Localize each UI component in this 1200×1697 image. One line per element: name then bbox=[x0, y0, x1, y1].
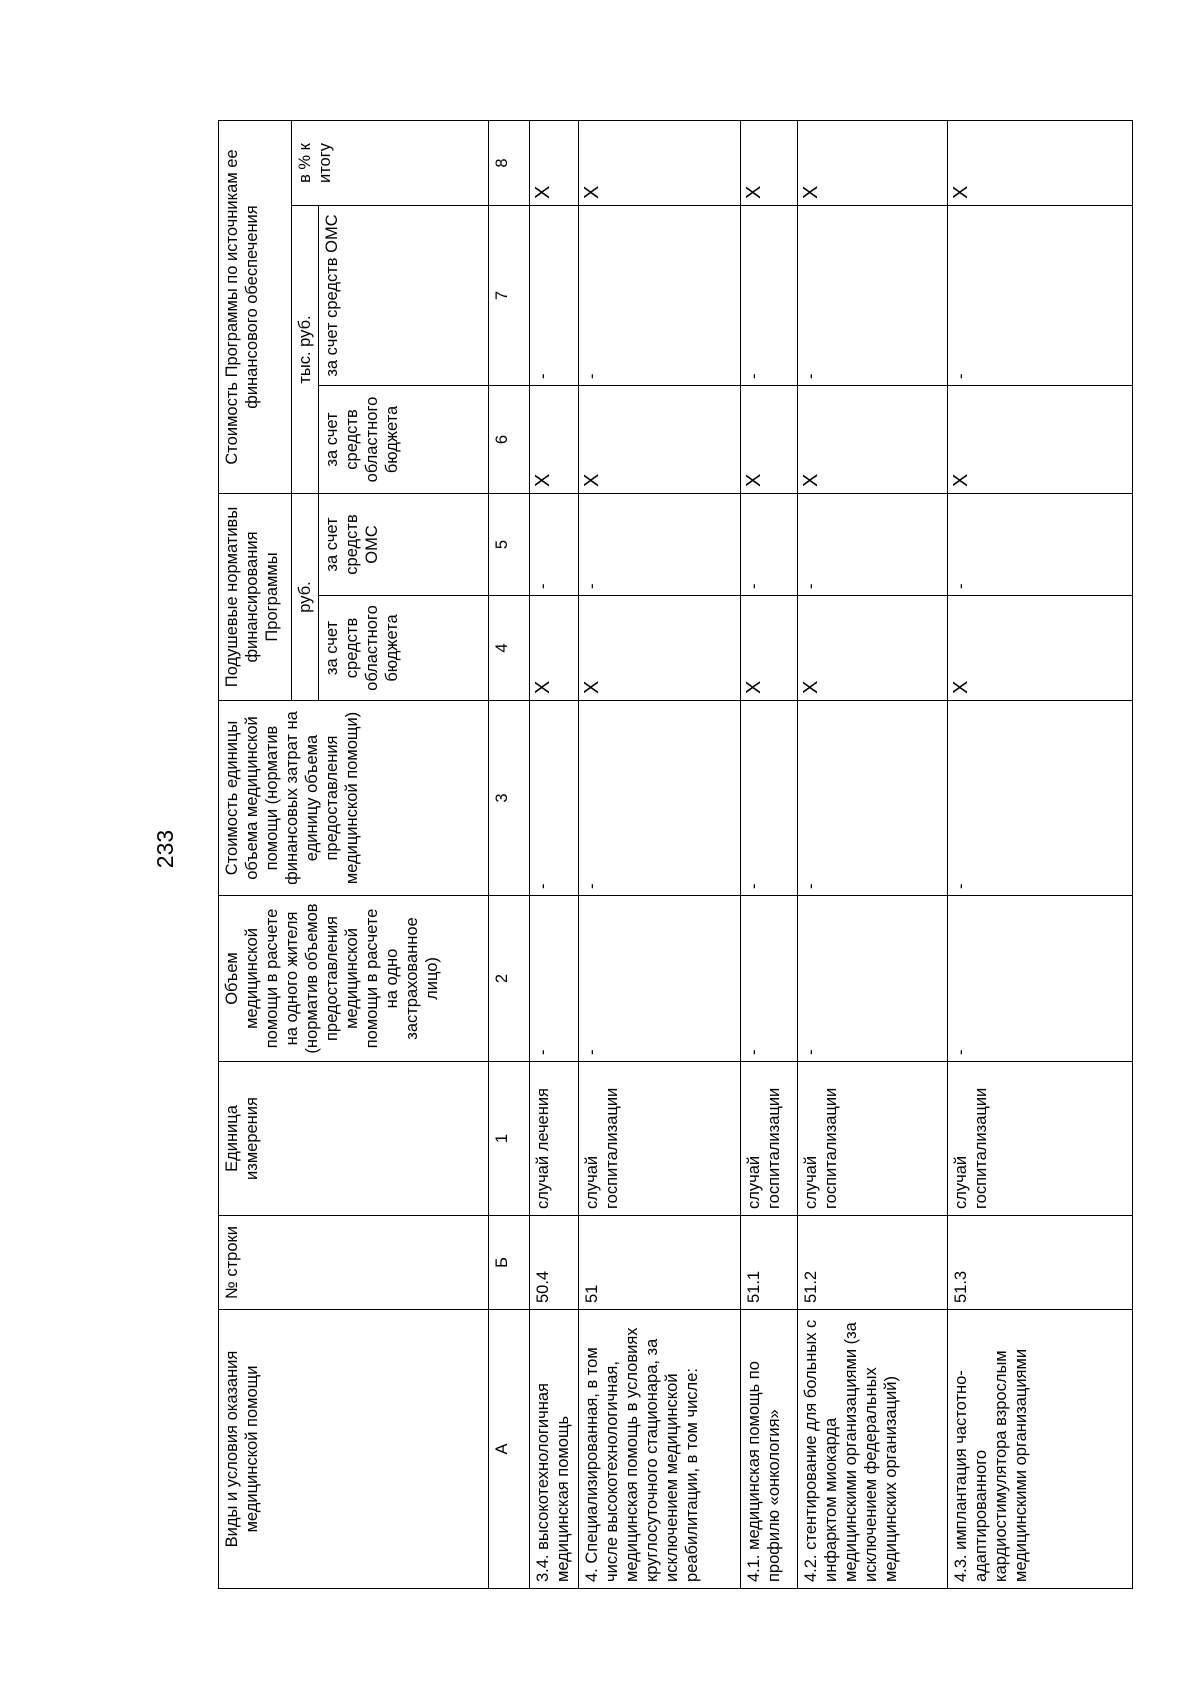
row-norm-oms: - bbox=[530, 494, 579, 596]
header-col-1: Единица измерения bbox=[219, 1062, 489, 1216]
row-volume: - bbox=[579, 896, 741, 1062]
table-row bbox=[579, 121, 741, 1589]
header-total-budget: за счет средств областного бюджета bbox=[319, 386, 489, 494]
row-name: 4.2. стентирование для больных с инфарктом миокарда медицинскими организациями (за исключением федеральных медицинских организаций) bbox=[798, 1310, 948, 1589]
column-number: 8 bbox=[489, 121, 530, 206]
row-norm-budget: X bbox=[948, 596, 1133, 701]
header-unit-thousand-rub: тыс. руб. bbox=[292, 206, 319, 494]
column-number: А bbox=[489, 1310, 530, 1589]
row-norm-oms: - bbox=[948, 494, 1133, 596]
row-volume: - bbox=[798, 896, 948, 1062]
table-row bbox=[948, 121, 1133, 1589]
table-container bbox=[218, 121, 1133, 1589]
row-norm-oms: - bbox=[798, 494, 948, 596]
row-volume: - bbox=[530, 896, 579, 1062]
row-unit: случай госпитализации bbox=[948, 1062, 1133, 1216]
row-norm-oms: - bbox=[741, 494, 798, 596]
row-volume: - bbox=[741, 896, 798, 1062]
row-pct: X bbox=[579, 121, 741, 206]
header-col-a: Виды и условия оказания медицинской помощи bbox=[219, 1310, 489, 1589]
header-col-3: Стоимость единицы объема медицинской помощи (норматив финансовых затрат на единицу объема предоставления медицинской помощи) bbox=[219, 701, 489, 896]
column-number: 2 bbox=[489, 896, 530, 1062]
header-unit-rub: руб. bbox=[292, 494, 319, 701]
column-number: 3 bbox=[489, 701, 530, 896]
header-col-b: № строки bbox=[219, 1216, 489, 1310]
row-line-number: 51 bbox=[579, 1216, 741, 1310]
row-name: 4.1. медицинская помощь по профилю «онкология» bbox=[741, 1310, 798, 1589]
row-total-oms: - bbox=[579, 206, 741, 386]
header-total-oms: за счет средств ОМС bbox=[319, 206, 489, 386]
row-total-budget: X bbox=[798, 386, 948, 494]
row-volume: - bbox=[948, 896, 1133, 1062]
header-norm-oms: за счет средств ОМС bbox=[319, 494, 489, 596]
row-line-number: 51.2 bbox=[798, 1216, 948, 1310]
row-pct: X bbox=[948, 121, 1133, 206]
row-total-budget: X bbox=[530, 386, 579, 494]
column-number-row bbox=[489, 121, 530, 1589]
row-total-budget: X bbox=[948, 386, 1133, 494]
header-pct-total: в % к итогу bbox=[292, 121, 489, 206]
row-pct: X bbox=[741, 121, 798, 206]
row-total-oms: - bbox=[948, 206, 1133, 386]
row-name: 4. Специализированная, в том числе высокотехнологичная, медицинская помощь в условиях круглосуточного стационара, за исключением медицинской реабилитации, в том числе: bbox=[579, 1310, 741, 1589]
row-cost: - bbox=[798, 701, 948, 896]
table-row bbox=[798, 121, 948, 1589]
row-total-oms: - bbox=[530, 206, 579, 386]
row-norm-budget: X bbox=[798, 596, 948, 701]
row-total-budget: X bbox=[741, 386, 798, 494]
row-total-oms: - bbox=[741, 206, 798, 386]
row-unit: случай лечения bbox=[530, 1062, 579, 1216]
row-line-number: 51.3 bbox=[948, 1216, 1133, 1310]
row-norm-budget: X bbox=[579, 596, 741, 701]
column-number: 5 bbox=[489, 494, 530, 596]
header-group-cost: Стоимость Программы по источникам ее финансового обеспечения bbox=[219, 121, 292, 494]
header-norm-budget: за счет средств областного бюджета bbox=[319, 596, 489, 701]
row-line-number: 51.1 bbox=[741, 1216, 798, 1310]
column-number: 1 bbox=[489, 1062, 530, 1216]
column-number: 4 bbox=[489, 596, 530, 701]
header-group-norms: Подушевые нормативы финансирования Программы bbox=[219, 494, 292, 701]
row-total-oms: - bbox=[798, 206, 948, 386]
financing-table bbox=[218, 120, 1133, 1589]
row-norm-oms: - bbox=[579, 494, 741, 596]
column-number: Б bbox=[489, 1216, 530, 1310]
row-unit: случай госпитализации bbox=[798, 1062, 948, 1216]
page-number: 233 bbox=[151, 829, 178, 869]
row-cost: - bbox=[741, 701, 798, 896]
header-col-2: Объем медицинской помощи в расчете на одного жителя (норматив объемов предоставления медицинской помощи в расчете на одно застрахованное лицо) bbox=[219, 896, 489, 1062]
row-cost: - bbox=[948, 701, 1133, 896]
table-row bbox=[530, 121, 579, 1589]
header-row-1 bbox=[219, 121, 292, 1589]
row-name: 3.4. высокотехнологичная медицинская помощь bbox=[530, 1310, 579, 1589]
row-pct: X bbox=[798, 121, 948, 206]
row-unit: случай госпитализации bbox=[579, 1062, 741, 1216]
column-number: 6 bbox=[489, 386, 530, 494]
row-cost: - bbox=[530, 701, 579, 896]
row-name: 4.3. имплантация частотно-адаптированного кардиостимулятора взрослым медицинскими организациями bbox=[948, 1310, 1133, 1589]
row-norm-budget: X bbox=[741, 596, 798, 701]
row-unit: случай госпитализации bbox=[741, 1062, 798, 1216]
row-total-budget: X bbox=[579, 386, 741, 494]
row-line-number: 50.4 bbox=[530, 1216, 579, 1310]
row-pct: X bbox=[530, 121, 579, 206]
row-norm-budget: X bbox=[530, 596, 579, 701]
row-cost: - bbox=[579, 701, 741, 896]
table-row bbox=[741, 121, 798, 1589]
column-number: 7 bbox=[489, 206, 530, 386]
